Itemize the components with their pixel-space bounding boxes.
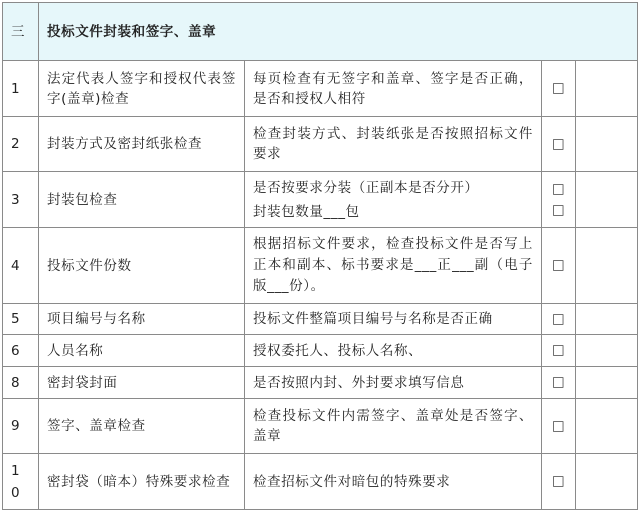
row-item: 密封袋封面 [39, 367, 245, 399]
row-number [3, 454, 39, 510]
table-row [3, 367, 638, 399]
checkbox[interactable]: □ [551, 473, 566, 489]
row-item: 封装包检查 [39, 172, 245, 228]
remark-cell [576, 367, 638, 399]
row-number: 6 [3, 335, 39, 367]
checkbox[interactable]: □ [551, 374, 566, 390]
row-description: 检查招标文件对暗包的特殊要求 [245, 454, 542, 510]
remark-cell [576, 335, 638, 367]
row-item: 人员名称 [39, 335, 245, 367]
section-title: 投标文件封装和签字、盖章 [39, 3, 638, 61]
row-number: 4 [3, 228, 39, 304]
remark-cell [576, 304, 638, 335]
remark-cell [576, 228, 638, 304]
checkbox[interactable]: □ [551, 342, 566, 358]
row-item: 密封袋（暗本）特殊要求检查 [39, 454, 245, 510]
row-number-line: 0 [11, 484, 21, 501]
row-description: 每页检查有无签字和盖章、签字是否正确，是否和授权人相符 [245, 61, 542, 117]
checkbox[interactable]: □ [551, 201, 566, 218]
checkbox[interactable]: □ [551, 180, 566, 197]
checkbox-cell[interactable] [542, 367, 576, 399]
row-number: 8 [3, 367, 39, 399]
checklist-table [2, 2, 638, 510]
checkbox-cell[interactable] [542, 304, 576, 335]
table-row [3, 304, 638, 335]
row-number: 3 [3, 172, 39, 228]
section-header-row [3, 3, 638, 61]
row-item: 封装方式及密封纸张检查 [39, 117, 245, 172]
row-description: 是否按照内封、外封要求填写信息 [245, 367, 542, 399]
row-description: 检查投标文件内需签字、盖章处是否签字、盖章 [245, 399, 542, 454]
remark-cell [576, 117, 638, 172]
row-description: 是否按要求分装（正副本是否分开） 封装包数量___包 [245, 172, 542, 228]
checkbox[interactable]: □ [551, 417, 566, 434]
remark-cell [576, 61, 638, 117]
checkbox-cell[interactable] [542, 228, 576, 304]
row-description: 投标文件整篇项目编号与名称是否正确 [245, 304, 542, 335]
remark-cell [576, 454, 638, 510]
row-description: 根据招标文件要求，检查投标文件是否写上正本和副本、标书要求是___正___副（电子版___份）。 [245, 228, 542, 304]
checkbox-cell[interactable] [542, 61, 576, 117]
row-item: 法定代表人签字和授权代表签字(盖章)检查 [39, 61, 245, 117]
row-number-line: 1 [11, 462, 21, 479]
row-item: 签字、盖章检查 [39, 399, 245, 454]
row-number: 9 [3, 399, 39, 454]
table-row [3, 454, 638, 510]
checkbox-cell[interactable] [542, 117, 576, 172]
row-number: 2 [3, 117, 39, 172]
row-number: 1 [3, 61, 39, 117]
checkbox-cell[interactable] [542, 399, 576, 454]
row-description: 授权委托人、投标人名称、 [245, 335, 542, 367]
row-number: 5 [3, 304, 39, 335]
table-row [3, 61, 638, 117]
table-row [3, 399, 638, 454]
remark-cell [576, 399, 638, 454]
table-row [3, 117, 638, 172]
table-row [3, 335, 638, 367]
checkbox[interactable]: □ [551, 310, 566, 327]
checkbox[interactable]: □ [551, 80, 566, 96]
section-number: 三 [3, 3, 39, 61]
checkbox[interactable]: □ [551, 135, 566, 152]
row-item: 投标文件份数 [39, 228, 245, 304]
remark-cell [576, 172, 638, 228]
row-item: 项目编号与名称 [39, 304, 245, 335]
table-row [3, 228, 638, 304]
checkbox[interactable]: □ [551, 257, 566, 273]
checkbox-cell[interactable] [542, 335, 576, 367]
row-description: 检查封装方式、封装纸张是否按照招标文件要求 [245, 117, 542, 172]
table-row [3, 172, 638, 228]
checkbox-cell[interactable] [542, 172, 576, 228]
checkbox-cell[interactable] [542, 454, 576, 510]
